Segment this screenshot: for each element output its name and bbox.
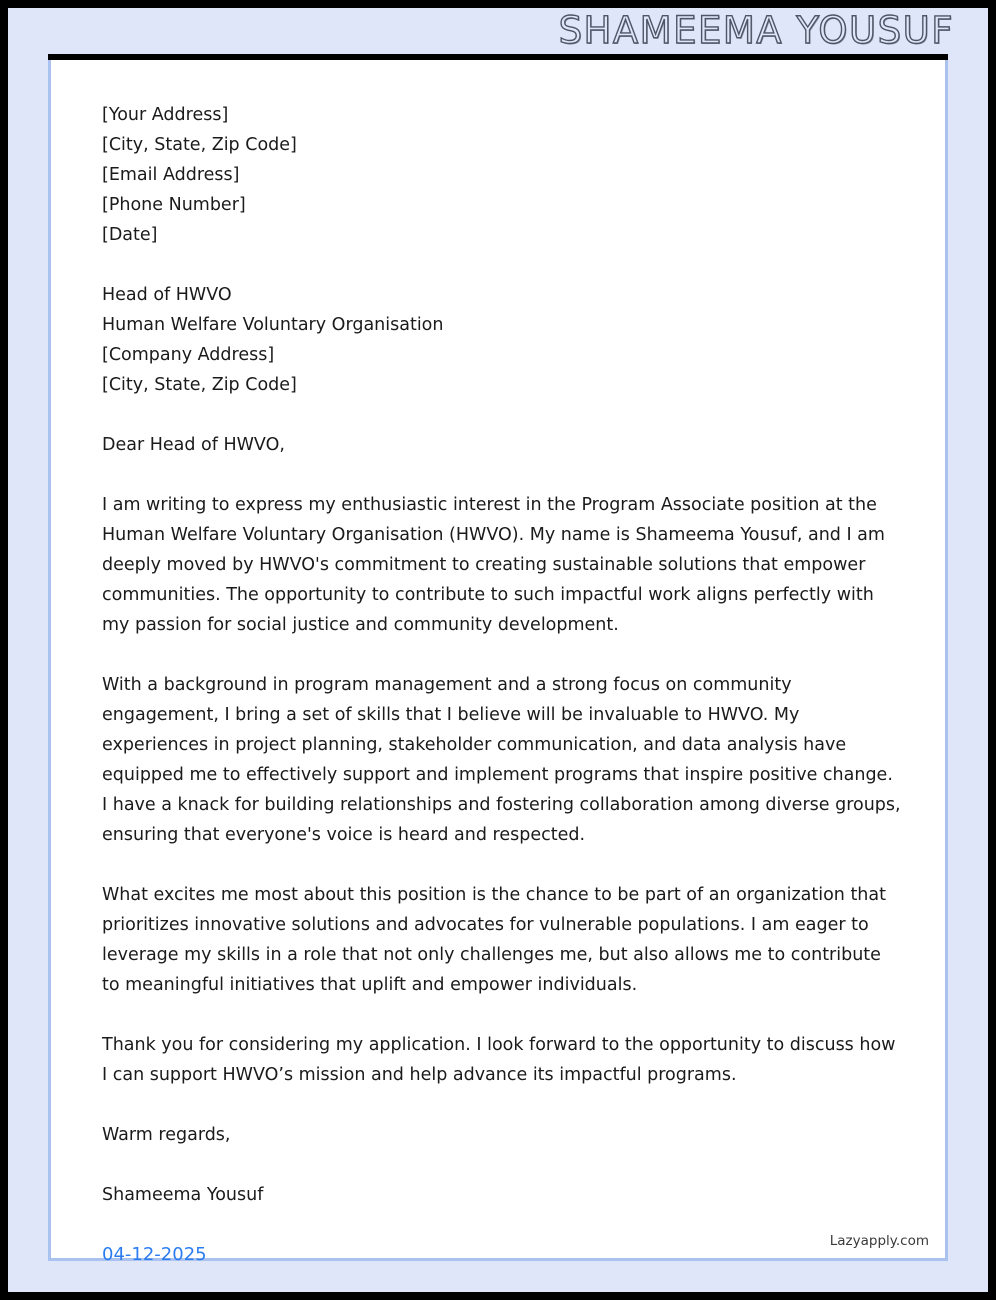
body-paragraph-1: I am writing to express my enthusiastic interest in the Program Associate position at the Human Welfare Voluntary Organisation (HWVO). My name is Shameema Yousuf, and I am deeply moved by HWVO's commitment to creating sustainable solutions that empower communities. The opportunity to contribute to such impactful work aligns perfectly with my passion for social justice and community development. (102, 495, 885, 635)
sender-line-email: [Email Address] (102, 165, 240, 185)
body-paragraph-4: Thank you for considering my application. I look forward to the opportunity to discuss how I can support HWVO’s mission and help advance its impactful programs. (102, 1035, 896, 1085)
document-page (8, 8, 988, 1292)
salutation: Dear Head of HWVO, (102, 435, 285, 455)
recipient-line-title: Head of HWVO (102, 285, 232, 305)
letter-sheet (48, 60, 948, 1265)
body-paragraph-3: What excites me most about this position is the chance to be part of an organization that prioritizes innovative solutions and advocates for vulnerable populations. I am eager to leverage my skills in a role that not only challenges me, but also allows me to contribute to meaningful initiatives that uplift and empower individuals. (102, 885, 886, 995)
recipient-address-block (102, 280, 902, 400)
letter-body (102, 100, 902, 1270)
body-paragraph-2: With a background in program management and a strong focus on community engagement, I bring a set of skills that I believe will be invaluable to HWVO. My experiences in project planning, stakeholder communication, and data analysis have equipped me to effectively support and implement programs that inspire positive change. I have a knack for building relationships and fostering collaboration among diverse groups, ensuring that everyone's voice is heard and respected. (102, 675, 901, 845)
recipient-line-company-address: [Company Address] (102, 345, 275, 365)
document-header (8, 8, 988, 54)
sender-line-city-state-zip: [City, State, Zip Code] (102, 135, 297, 155)
sender-address-block (102, 100, 902, 250)
sender-line-address: [Your Address] (102, 105, 229, 125)
recipient-line-organisation: Human Welfare Voluntary Organisation (102, 315, 444, 335)
signature-date: 04-12-2025 (102, 1244, 207, 1265)
sender-line-phone: [Phone Number] (102, 195, 246, 215)
recipient-line-city-state-zip: [City, State, Zip Code] (102, 375, 297, 395)
sender-line-date: [Date] (102, 225, 158, 245)
closing-salutation: Warm regards, (102, 1125, 231, 1145)
footer-watermark: Lazyapply.com (829, 1233, 929, 1249)
signature-name: Shameema Yousuf (102, 1185, 264, 1205)
page-title: SHAMEEMA YOUSUF (558, 9, 954, 52)
